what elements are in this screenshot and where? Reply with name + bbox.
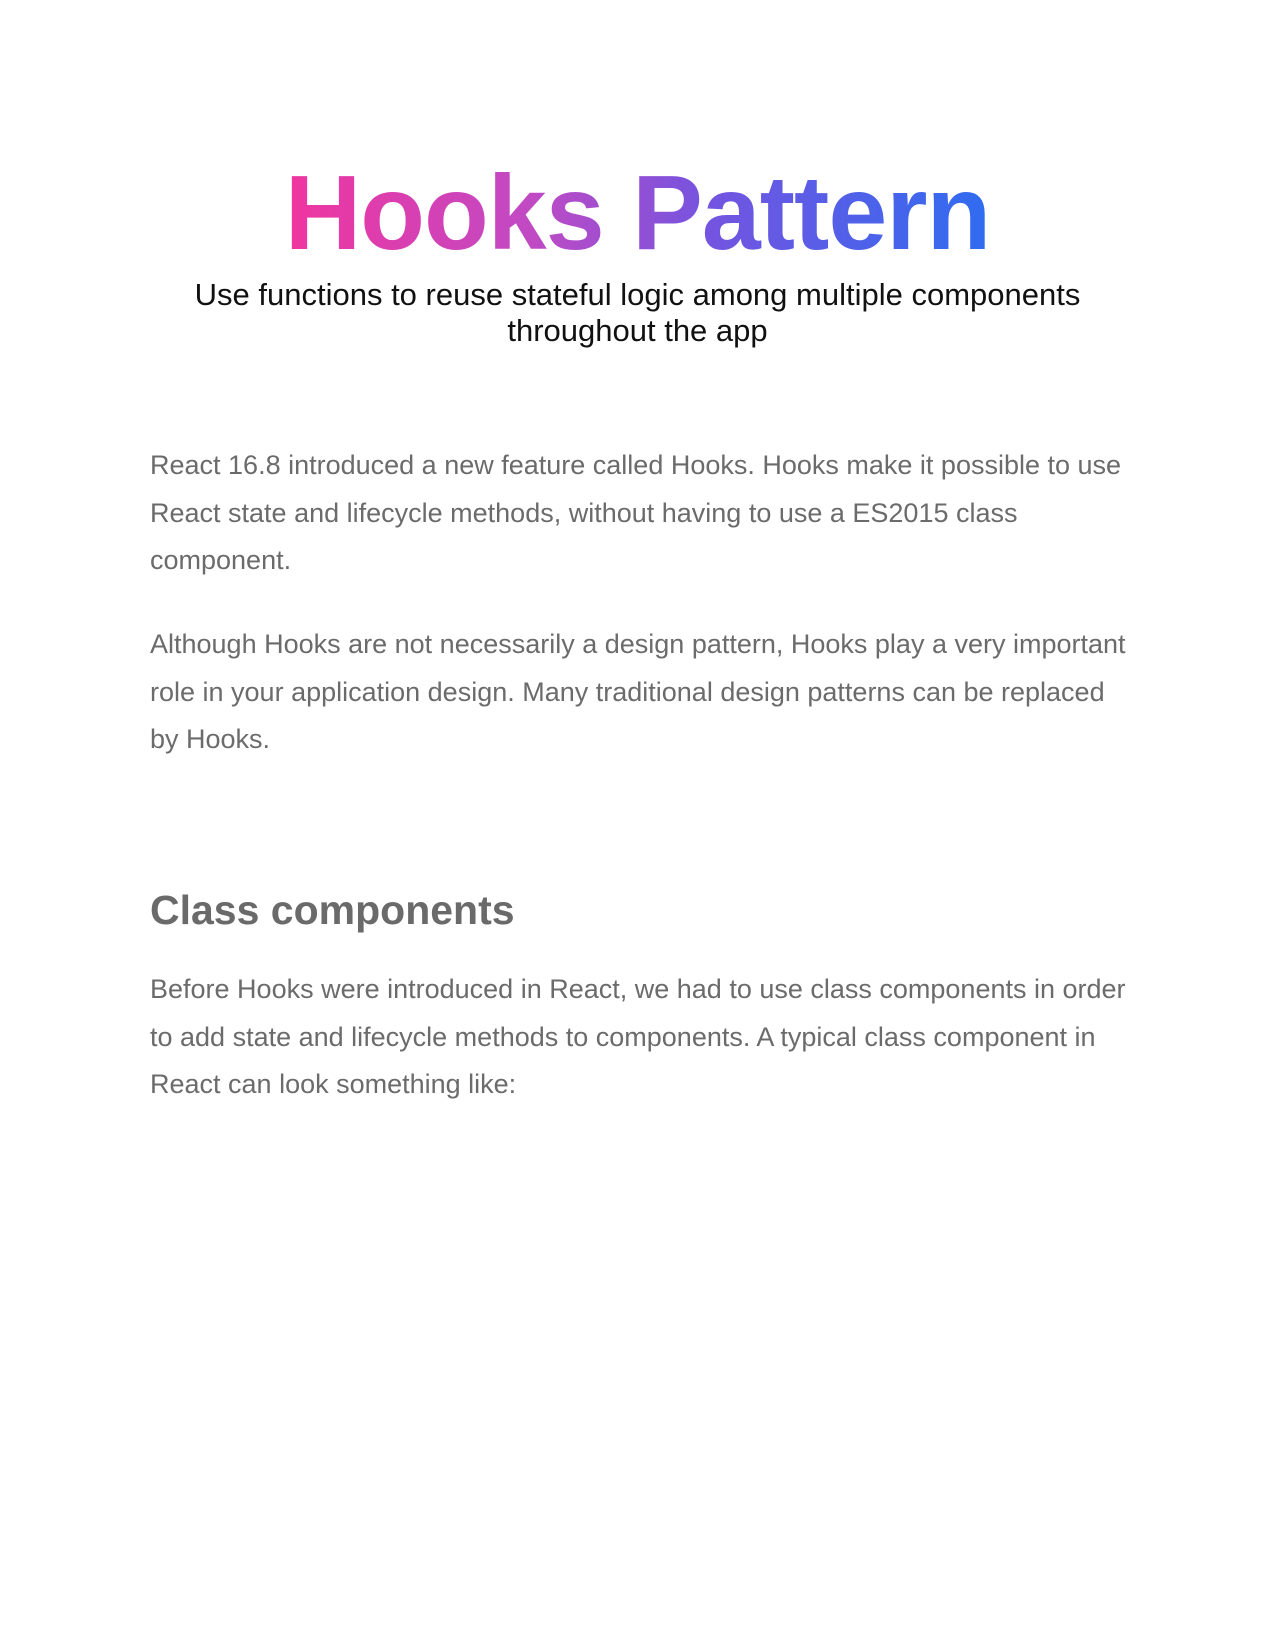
intro-paragraph-2: Although Hooks are not necessarily a design pattern, Hooks play a very important role in your application design. Many traditional design patterns can be replaced by Hooks. <box>150 629 1126 754</box>
intro-paragraph-1: React 16.8 introduced a new feature called Hooks. Hooks make it possible to use React state and lifecycle methods, without having to use a ES2015 class component. <box>150 450 1122 575</box>
section-heading-class-components: Class components <box>150 887 515 933</box>
page-subtitle: Use functions to reuse stateful logic among multiple components throughout the app <box>194 277 1081 348</box>
section-paragraph-class-components: Before Hooks were introduced in React, we had to use class components in order to add state and lifecycle methods to components. A typical class component in React can look something like: <box>150 974 1126 1099</box>
page-title-text: Hooks Pattern <box>284 154 991 272</box>
page-title <box>0 154 1275 272</box>
